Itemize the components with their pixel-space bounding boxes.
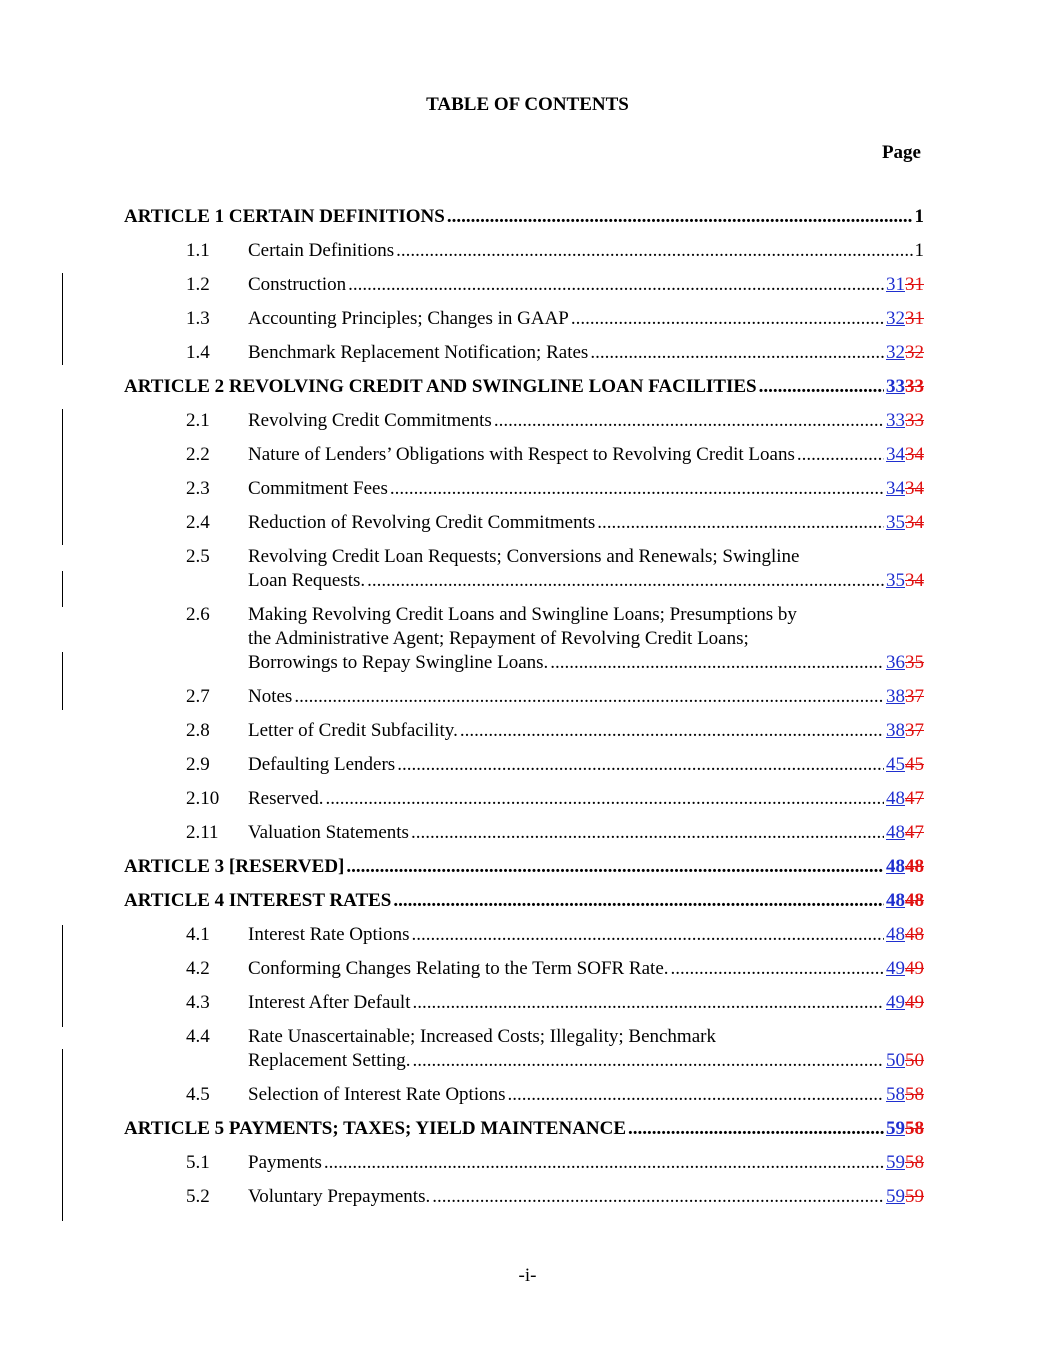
entry-last-line [248, 753, 924, 777]
page-number [886, 821, 924, 845]
dot-leader [597, 511, 884, 535]
entry-text-line: Making Revolving Credit Loans and Swingline Loans; Presumptions by [248, 604, 797, 625]
entry-title: Payments [248, 1152, 322, 1173]
entry-title: Selection of Interest Rate Options [248, 1084, 506, 1105]
entry-title: Defaulting Lenders [248, 754, 396, 775]
section-body [248, 991, 924, 1015]
section-body [248, 685, 924, 709]
section-body [248, 1083, 924, 1107]
dot-leader [671, 957, 884, 981]
page-number-new-link[interactable]: 45 [886, 754, 905, 775]
dot-leader [325, 787, 884, 811]
dot-leader [393, 889, 884, 913]
section-body [248, 341, 924, 365]
page-number-new-link[interactable]: 38 [886, 720, 905, 741]
toc-article-entry[interactable] [124, 205, 924, 229]
entry-title: Notes [248, 686, 293, 707]
entry-last-line [248, 569, 924, 593]
dot-leader [367, 569, 884, 593]
page-number [886, 477, 924, 501]
page-number-deleted: 45 [905, 754, 924, 775]
page-number-new-link[interactable]: 33 [886, 410, 905, 431]
entry-title: Construction [248, 274, 347, 295]
page-number [886, 307, 924, 331]
entry-title: Loan Requests. [248, 570, 366, 591]
section-number: 5.2 [186, 1186, 210, 1207]
page-number-new-link[interactable]: 35 [886, 512, 905, 533]
page-number-new-link[interactable]: 32 [886, 308, 905, 329]
section-number: 2.11 [186, 822, 219, 843]
entry-last-line [124, 1117, 924, 1141]
section-number: 1.1 [186, 240, 210, 261]
dot-leader [797, 443, 884, 467]
page-number-new-link[interactable]: 35 [886, 570, 905, 591]
entry-last-line [124, 205, 924, 229]
section-body [248, 307, 924, 331]
section-body [248, 719, 924, 743]
section-number: 2.5 [186, 546, 210, 567]
page-number-deleted: 37 [905, 686, 924, 707]
page-number [886, 957, 924, 981]
dot-leader [447, 205, 913, 229]
entry-title: Letter of Credit Subfacility. [248, 720, 458, 741]
page-number-new-link[interactable]: 59 [886, 1118, 905, 1139]
section-body [248, 477, 924, 501]
page-number [886, 375, 924, 399]
section-body [248, 1025, 924, 1073]
page-number-deleted: 34 [905, 512, 924, 533]
entry-title: Borrowings to Repay Swingline Loans. [248, 652, 549, 673]
section-number: 2.9 [186, 754, 210, 775]
page-number [886, 719, 924, 743]
entry-title: Reduction of Revolving Credit Commitments [248, 512, 596, 533]
entry-last-line [248, 787, 924, 811]
page-number [886, 1151, 924, 1175]
page-number-deleted: 34 [905, 444, 924, 465]
section-number: 2.3 [186, 478, 210, 499]
page-number [886, 273, 924, 297]
page-number [886, 787, 924, 811]
page-number-deleted: 31 [905, 308, 924, 329]
page-number [886, 569, 924, 593]
page-number-deleted: 48 [905, 924, 924, 945]
change-bar [62, 652, 63, 710]
page-number [886, 1083, 924, 1107]
dot-leader [413, 1049, 884, 1073]
entry-last-line [248, 1185, 924, 1209]
page-number-new-link[interactable]: 48 [886, 822, 905, 843]
section-body [248, 239, 924, 263]
section-body [248, 443, 924, 467]
section-body [248, 1185, 924, 1209]
dot-leader [412, 991, 884, 1015]
entry-title: Commitment Fees [248, 478, 388, 499]
entry-title: ARTICLE 2 REVOLVING CREDIT AND SWINGLINE LOAN FACILITIES [124, 376, 757, 397]
page-number-deleted: 32 [905, 342, 924, 363]
section-body [248, 603, 924, 675]
dot-leader [396, 239, 912, 263]
entry-last-line [248, 957, 924, 981]
entry-title: ARTICLE 1 CERTAIN DEFINITIONS [124, 206, 445, 227]
page-number [886, 753, 924, 777]
entry-text-line: the Administrative Agent; Repayment of Revolving Credit Loans; [248, 628, 749, 649]
page-number [886, 923, 924, 947]
page-number-deleted: 58 [905, 1118, 924, 1139]
page-number [886, 1049, 924, 1073]
page-number-deleted: 58 [905, 1084, 924, 1105]
dot-leader [571, 307, 884, 331]
page-number-new-link[interactable]: 48 [886, 924, 905, 945]
page-number-deleted: 47 [905, 822, 924, 843]
section-number: 1.3 [186, 308, 210, 329]
section-body [248, 821, 924, 845]
page-footer: -i- [518, 1265, 537, 1286]
entry-last-line [248, 685, 924, 709]
dot-leader [590, 341, 884, 365]
dot-leader [324, 1151, 884, 1175]
entry-title: Voluntary Prepayments. [248, 1186, 431, 1207]
section-number: 2.2 [186, 444, 210, 465]
entry-last-line [124, 375, 924, 399]
entry-title: Valuation Statements [248, 822, 409, 843]
page-number [886, 685, 924, 709]
section-number: 2.4 [186, 512, 210, 533]
entry-last-line [248, 409, 924, 433]
entry-last-line [124, 855, 924, 879]
page-number-new-link[interactable]: 59 [886, 1152, 905, 1173]
entry-title: Benchmark Replacement Notification; Rates [248, 342, 589, 363]
dot-leader [348, 273, 884, 297]
page-number [886, 855, 924, 879]
page-number [886, 889, 924, 913]
page-number [886, 1185, 924, 1209]
page-number [886, 341, 924, 365]
page-number-deleted: 48 [905, 856, 924, 877]
section-body [248, 753, 924, 777]
entry-title: Conforming Changes Relating to the Term SOFR Rate. [248, 958, 669, 979]
section-number: 2.10 [186, 788, 220, 809]
toc-article-entry[interactable] [124, 855, 924, 879]
section-number: 1.2 [186, 274, 210, 295]
page-number-new-link[interactable]: 48 [886, 788, 905, 809]
page-number-new-link[interactable]: 49 [886, 958, 905, 979]
dot-leader [628, 1117, 884, 1141]
dot-leader [460, 719, 884, 743]
page-number-deleted: 33 [905, 410, 924, 431]
entry-title: Replacement Setting. [248, 1050, 411, 1071]
section-number: 2.6 [186, 604, 210, 625]
entry-last-line [248, 511, 924, 535]
entry-title: Certain Definitions [248, 240, 395, 261]
entry-title: Nature of Lenders’ Obligations with Respect to Revolving Credit Loans [248, 444, 795, 465]
page-number-deleted: 47 [905, 788, 924, 809]
section-number: 2.1 [186, 410, 210, 431]
change-bar [62, 1049, 63, 1221]
entry-title: ARTICLE 4 INTEREST RATES [124, 890, 392, 911]
page-number-new-link[interactable]: 50 [886, 1050, 905, 1071]
dot-leader [411, 923, 884, 947]
section-number: 4.2 [186, 958, 210, 979]
page-number-new-link[interactable]: 34 [886, 478, 905, 499]
page-number-new-link[interactable]: 59 [886, 1186, 905, 1207]
change-bar [62, 571, 63, 607]
section-number: 4.5 [186, 1084, 210, 1105]
page-number [886, 1117, 924, 1141]
entry-last-line [248, 239, 924, 263]
section-body [248, 511, 924, 535]
section-body [248, 409, 924, 433]
page-number-new-link[interactable]: 49 [886, 992, 905, 1013]
entry-last-line [248, 477, 924, 501]
toc-article-entry[interactable] [124, 1117, 924, 1141]
section-number: 2.8 [186, 720, 210, 741]
entry-last-line [248, 1083, 924, 1107]
entry-last-line [248, 307, 924, 331]
page-number [886, 511, 924, 535]
section-body [248, 545, 924, 593]
page-number-deleted: 59 [905, 1186, 924, 1207]
entry-text-line: Rate Unascertainable; Increased Costs; Illegality; Benchmark [248, 1026, 716, 1047]
toc-article-entry[interactable] [124, 889, 924, 913]
entry-last-line [124, 889, 924, 913]
page-number-new-link[interactable]: 38 [886, 686, 905, 707]
entry-title: Accounting Principles; Changes in GAAP [248, 308, 569, 329]
dot-leader [432, 1185, 884, 1209]
section-body [248, 923, 924, 947]
dot-leader [494, 409, 884, 433]
section-number: 4.1 [186, 924, 210, 945]
dot-leader [294, 685, 884, 709]
page-number-new-link[interactable]: 34 [886, 444, 905, 465]
entry-last-line [248, 443, 924, 467]
section-body [248, 273, 924, 297]
entry-text-line: Revolving Credit Loan Requests; Conversions and Renewals; Swingline [248, 546, 800, 567]
page-number-new-link[interactable]: 31 [886, 274, 905, 295]
section-number: 5.1 [186, 1152, 210, 1173]
entry-last-line [248, 1049, 924, 1073]
page-number [886, 991, 924, 1015]
page-number: 1 [914, 240, 924, 261]
page-number-new-link[interactable]: 36 [886, 652, 905, 673]
section-number: 4.3 [186, 992, 210, 1013]
section-number: 1.4 [186, 342, 210, 363]
page-column-header: Page [881, 142, 921, 163]
page-number-deleted: 34 [905, 570, 924, 591]
page-number-deleted: 49 [905, 958, 924, 979]
entry-title: Revolving Credit Commitments [248, 410, 492, 431]
dot-leader [346, 855, 884, 879]
section-body [248, 787, 924, 811]
page-number-deleted: 35 [905, 652, 924, 673]
page-number-new-link[interactable]: 48 [886, 856, 905, 877]
dot-leader [411, 821, 884, 845]
dot-leader [397, 753, 884, 777]
entry-last-line [248, 1151, 924, 1175]
page-number-new-link[interactable]: 32 [886, 342, 905, 363]
page-number: 1 [914, 206, 924, 227]
toc-title: TABLE OF CONTENTS [426, 94, 629, 115]
entry-title: Interest Rate Options [248, 924, 410, 945]
toc-article-entry[interactable] [124, 375, 924, 399]
page-number [886, 443, 924, 467]
dot-leader [759, 375, 884, 399]
page-number-new-link[interactable]: 58 [886, 1084, 905, 1105]
section-body [248, 1151, 924, 1175]
entry-last-line [248, 719, 924, 743]
page-number-deleted: 50 [905, 1050, 924, 1071]
entry-title: Reserved. [248, 788, 324, 809]
entry-title: ARTICLE 3 [RESERVED] [124, 856, 345, 877]
change-bar [62, 409, 63, 545]
page-number-deleted: 37 [905, 720, 924, 741]
section-body [248, 957, 924, 981]
entry-last-line [248, 923, 924, 947]
page-number-new-link[interactable]: 48 [886, 890, 905, 911]
change-bar [62, 925, 63, 1027]
entry-last-line [248, 991, 924, 1015]
page-number [886, 409, 924, 433]
page-number-deleted: 31 [905, 274, 924, 295]
page-number-deleted: 33 [905, 376, 924, 397]
entry-last-line [248, 821, 924, 845]
section-number: 2.7 [186, 686, 210, 707]
entry-last-line [248, 651, 924, 675]
entry-last-line [248, 273, 924, 297]
page-number-deleted: 34 [905, 478, 924, 499]
entry-last-line [248, 341, 924, 365]
page-number-deleted: 49 [905, 992, 924, 1013]
page-number-deleted: 58 [905, 1152, 924, 1173]
dot-leader [390, 477, 884, 501]
entry-title: ARTICLE 5 PAYMENTS; TAXES; YIELD MAINTENANCE [124, 1118, 627, 1139]
page-number-new-link[interactable]: 33 [886, 376, 905, 397]
page-number [886, 651, 924, 675]
page-number-deleted: 48 [905, 890, 924, 911]
entry-title: Interest After Default [248, 992, 411, 1013]
dot-leader [508, 1083, 885, 1107]
dot-leader [550, 651, 884, 675]
change-bar [62, 273, 63, 365]
section-number: 4.4 [186, 1026, 210, 1047]
